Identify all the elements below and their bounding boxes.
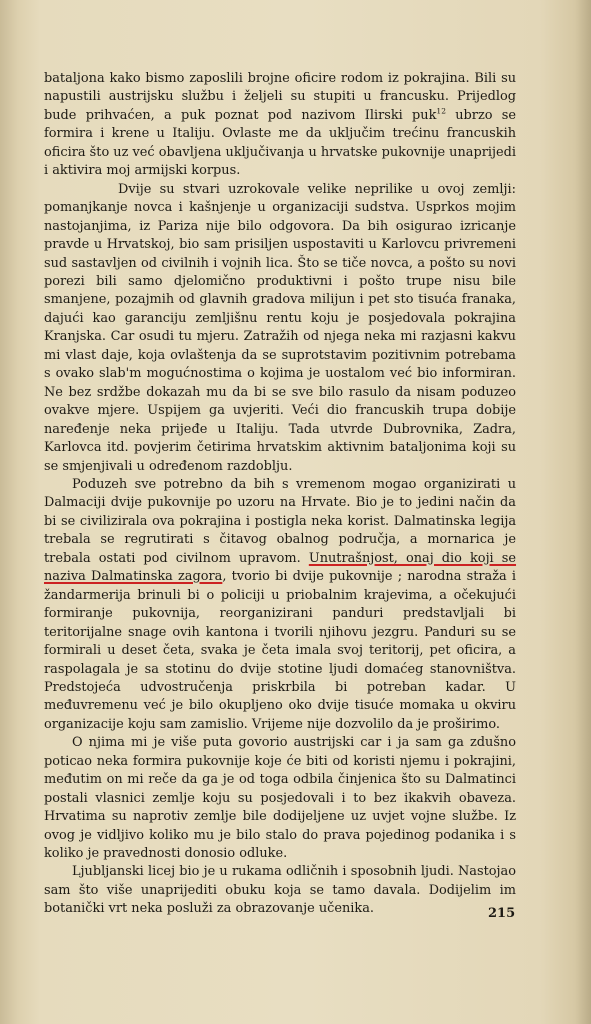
paragraph-5: Ljubljanski licej bio je u rukama odličnih i sposobnih ljudi. Nastojao sam što više unaprijediti obuku koja se tamo davala. Dodijelim im botanički vrt neka posluži za obrazovanje učenika. [44,864,516,917]
footnote-marker: 12 [436,106,446,116]
paragraph-3: Poduzeh sve potrebno da bih s vremenom mogao organizirati u Dalmaciji dvije pukovnije po uzoru na Hrvate. Bio je to jedini način da bi se civilizirala ova pokrajina i postigla neka korist. Dalmatinska legija trebala se regrutirati s čitavog obalnog područja, a mornarica je trebala ostati pod civilnom upravom. Unutrašnjost, onaj dio koji se naziva Dalmatinska zagora, tvorio bi dvije pukovnije ; narodna straža i žandarmerija brinuli bi o policiji u priobalnim krajevima, a očekujući formiranje pukovnija, reorganizirani panduri predstavljali bi teritorijalne snage ovih kantona i tvorili njihovu jezgru. Panduri su se formirali u deset četa, svaka je četa imala svoj teritorij, pet oficira, a raspolagala je sa stotinu do dvije stotine ljudi domaćeg stanovništva. Predstojeća udvostručenja priskrbila bi potreban kadar. U međuvremenu već je bilo okupljeno oko dvije tisuće momaka u okviru organizacije koju sam zamislio. Vrijeme nije dozvolilo da je proširimo. [44,476,517,732]
underlined-phrase: Unutrašnjost, onaj dio koji se naziva Dalmatinska zagora [44,550,517,585]
paragraph-4: O njima mi je više puta govorio austrijski car i ja sam ga zdušno poticao neka formira pukovnije koje će biti od koristi njemu i pokrajini, međutim on mi reče da ga je od toga odbila činjenica što su Dalmatinci postali vlasnici zemlje koju su posjedovali i to bez ikakvih obaveza. Hrvatima su naprotiv zemlje bile dodijeljene uz uvjet vojne službe. Iz ovog je vidljivo koliko mu je bilo stalo do prava pojedinog podanika i s koliko je pravednosti donosio odluke. [44,735,516,862]
paragraph-2: Dvije su stvari uzrokovale velike neprilike u ovoj zemlji: pomanjkanje novca i kašnjenje u organizaciji sudstva. Usprkos mojim nastojanjima, iz Pariza nije bilo odgovora. Da bih osigurao izricanje pravde u Hrvatskoj, bio sam prisiljen uspostaviti u Karlovcu privremeni sud sastavljen od civilnih i vojnih lica. Što se tiče novca, a pošto su novi porezi bili samo djelomično produktivni i pošto trupe nisu bile smanjene, pozajmih od glavnih gradova milijun i pet sto tisuća franaka, dajući kao garanciju zemljišnu rentu koju je posjedovala pokrajina Kranjska. Car osudi tu mjeru. Zatražih od njega neka mi razjasni kakvu mi vlast daje, koja ovlaštenja da se suprotstavim pozitivnim potrebama s ovako slab'm mogućnostima o kojima je uostalom već bio informiran. Ne bez srdžbe dokazah mu da bi se sve bilo rasulo da nisam poduzeo ovakve mjere. Uspijem ga uvjeriti. Veći dio francuskih trupa dobije naređenje neka prijeđe u Italiju. Tada utvrde Dubrovnika, Zadra, Karlovca itd. povjerim četirima hrvatskim aktivnim bataljonima koji su se smjenjivali u određenom razdoblju. [44,181,516,474]
body-text [44,70,516,919]
page-number: 215 [488,906,516,921]
paragraph-1: bataljona kako bismo zaposlili brojne oficire rodom iz pokrajina. Bili su napustili austrijsku službu i željeli su stupiti u francusku. Prijedlog bude prihvaćen, a puk poznat pod nazivom Ilirski puk$^{12}$ ubrzo se formira i krene u Italiju. Ovlaste me da uključim trećinu francuskih oficira što uz već obavljena uključivanja u hrvatske pukovnije unaprijedi i aktivira moj armijski korpus. [44,71,517,179]
